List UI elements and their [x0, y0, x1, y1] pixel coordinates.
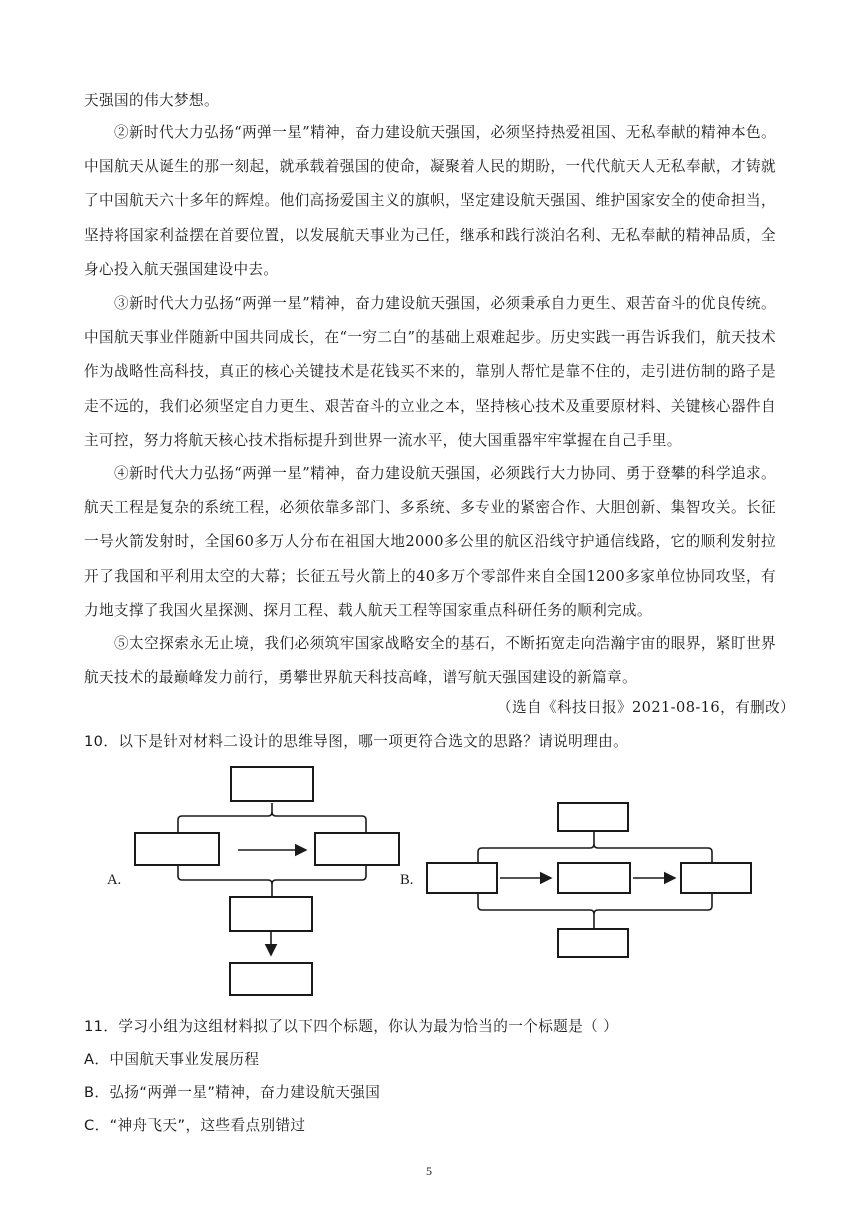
- diagram-a-connectors: [178, 803, 366, 955]
- diagram-a-top-box: [230, 766, 314, 802]
- diagram-b-label: B.: [400, 872, 414, 888]
- paragraph-4-text: ④新时代大力弘扬“两弹一星”精神，奋力建设航天强国，必须践行大力协同、勇于登攀的科学追求。航天工程是复杂的系统工程，必须依靠多部门、多系统、多专业的紧密合作、大胆创新、集智攻关。长征一号火箭发射时，全国60多万人分布在祖国大地2000多公里的航区沿线守护通信线路，它的顺利发射拉开了我国和平利用太空的大幕；长征五号火箭上的40多万个零部件来自全国1200多家单位协同攻坚，有力地支撑了我国火星探测、探月工程、载人航天工程等国家重点科研任务的顺利完成。: [84, 465, 776, 619]
- option-b: B．弘扬“两弹一星”精神，奋力建设航天强国: [84, 1084, 381, 1101]
- paragraph-2-text: ②新时代大力弘扬“两弹一星”精神，奋力建设航天强国，必须坚持热爱祖国、无私奉献的精神本色。中国航天从诞生的那一刻起，就承载着强国的使命，凝聚着人民的期盼，一代代航天人无私奉献，才铸就了中国航天六十多年的辉煌。他们高扬爱国主义的旗帜，坚定建设航天强国、维护国家安全的使命担当，坚持将国家利益摆在首要位置，以发展航天事业为己任，继承和践行淡泊名利、无私奉献的精神品质，全身心投入航天强国建设中去。: [84, 124, 776, 278]
- page-number: 5: [426, 1164, 432, 1178]
- paragraph-3-text: ③新时代大力弘扬“两弹一星”精神，奋力建设航天强国，必须秉承自力更生、艰苦奋斗的优良传统。中国航天事业伴随新中国共同成长，在“一穷二白”的基础上艰难起步。历史实践一再告诉我们，航天技术作为战略性高科技，真正的核心关键技术是花钱买不来的，靠别人帮忙是靠不住的，走引进仿制的路子是走不远的，我们必须坚定自力更生、艰苦奋斗的立业之本，坚持核心技术及重要原材料、关键核心器件自主可控，努力将航天核心技术指标提升到世界一流水平，使大国重器牢牢掌握在自己手里。: [84, 295, 776, 449]
- option-c: C．“神舟飞天”，这些看点别错过: [84, 1117, 306, 1134]
- diagram-a-bottom-box: [229, 962, 313, 996]
- source-citation: （选自《科技日报》2021-08-16，有删改）: [497, 699, 796, 716]
- diagram-a-left-box: [134, 832, 220, 866]
- diagram-b-top-box: [557, 802, 629, 832]
- diagram-b-bottom-box: [557, 928, 629, 958]
- question-11: 11．学习小组为这组材料拟了以下四个标题，你认为最为恰当的一个标题是（ ）: [84, 1018, 619, 1035]
- question-10: 10．以下是针对材料二设计的思维导图，哪一项更符合选文的思路？请说明理由。: [84, 733, 629, 750]
- option-a: A．中国航天事业发展历程: [84, 1051, 260, 1068]
- diagram-b-center-box: [557, 862, 631, 894]
- diagram-a-right-box: [314, 832, 400, 866]
- line-continuation: 天强国的伟大梦想。: [84, 92, 219, 109]
- diagram-a-label: A.: [107, 872, 122, 888]
- diagram-a-middle-box: [229, 896, 313, 932]
- diagram-b-right-box: [680, 862, 752, 894]
- paragraph-5-text: ⑤太空探索永无止境，我们必须筑牢国家战略安全的基石，不断拓宽走向浩瀚宇宙的眼界，紧盯世界航天技术的最巅峰发力前行，勇攀世界航天科技高峰，谱写航天强国建设的新篇章。: [84, 635, 776, 687]
- diagram-b-left-box: [426, 862, 498, 894]
